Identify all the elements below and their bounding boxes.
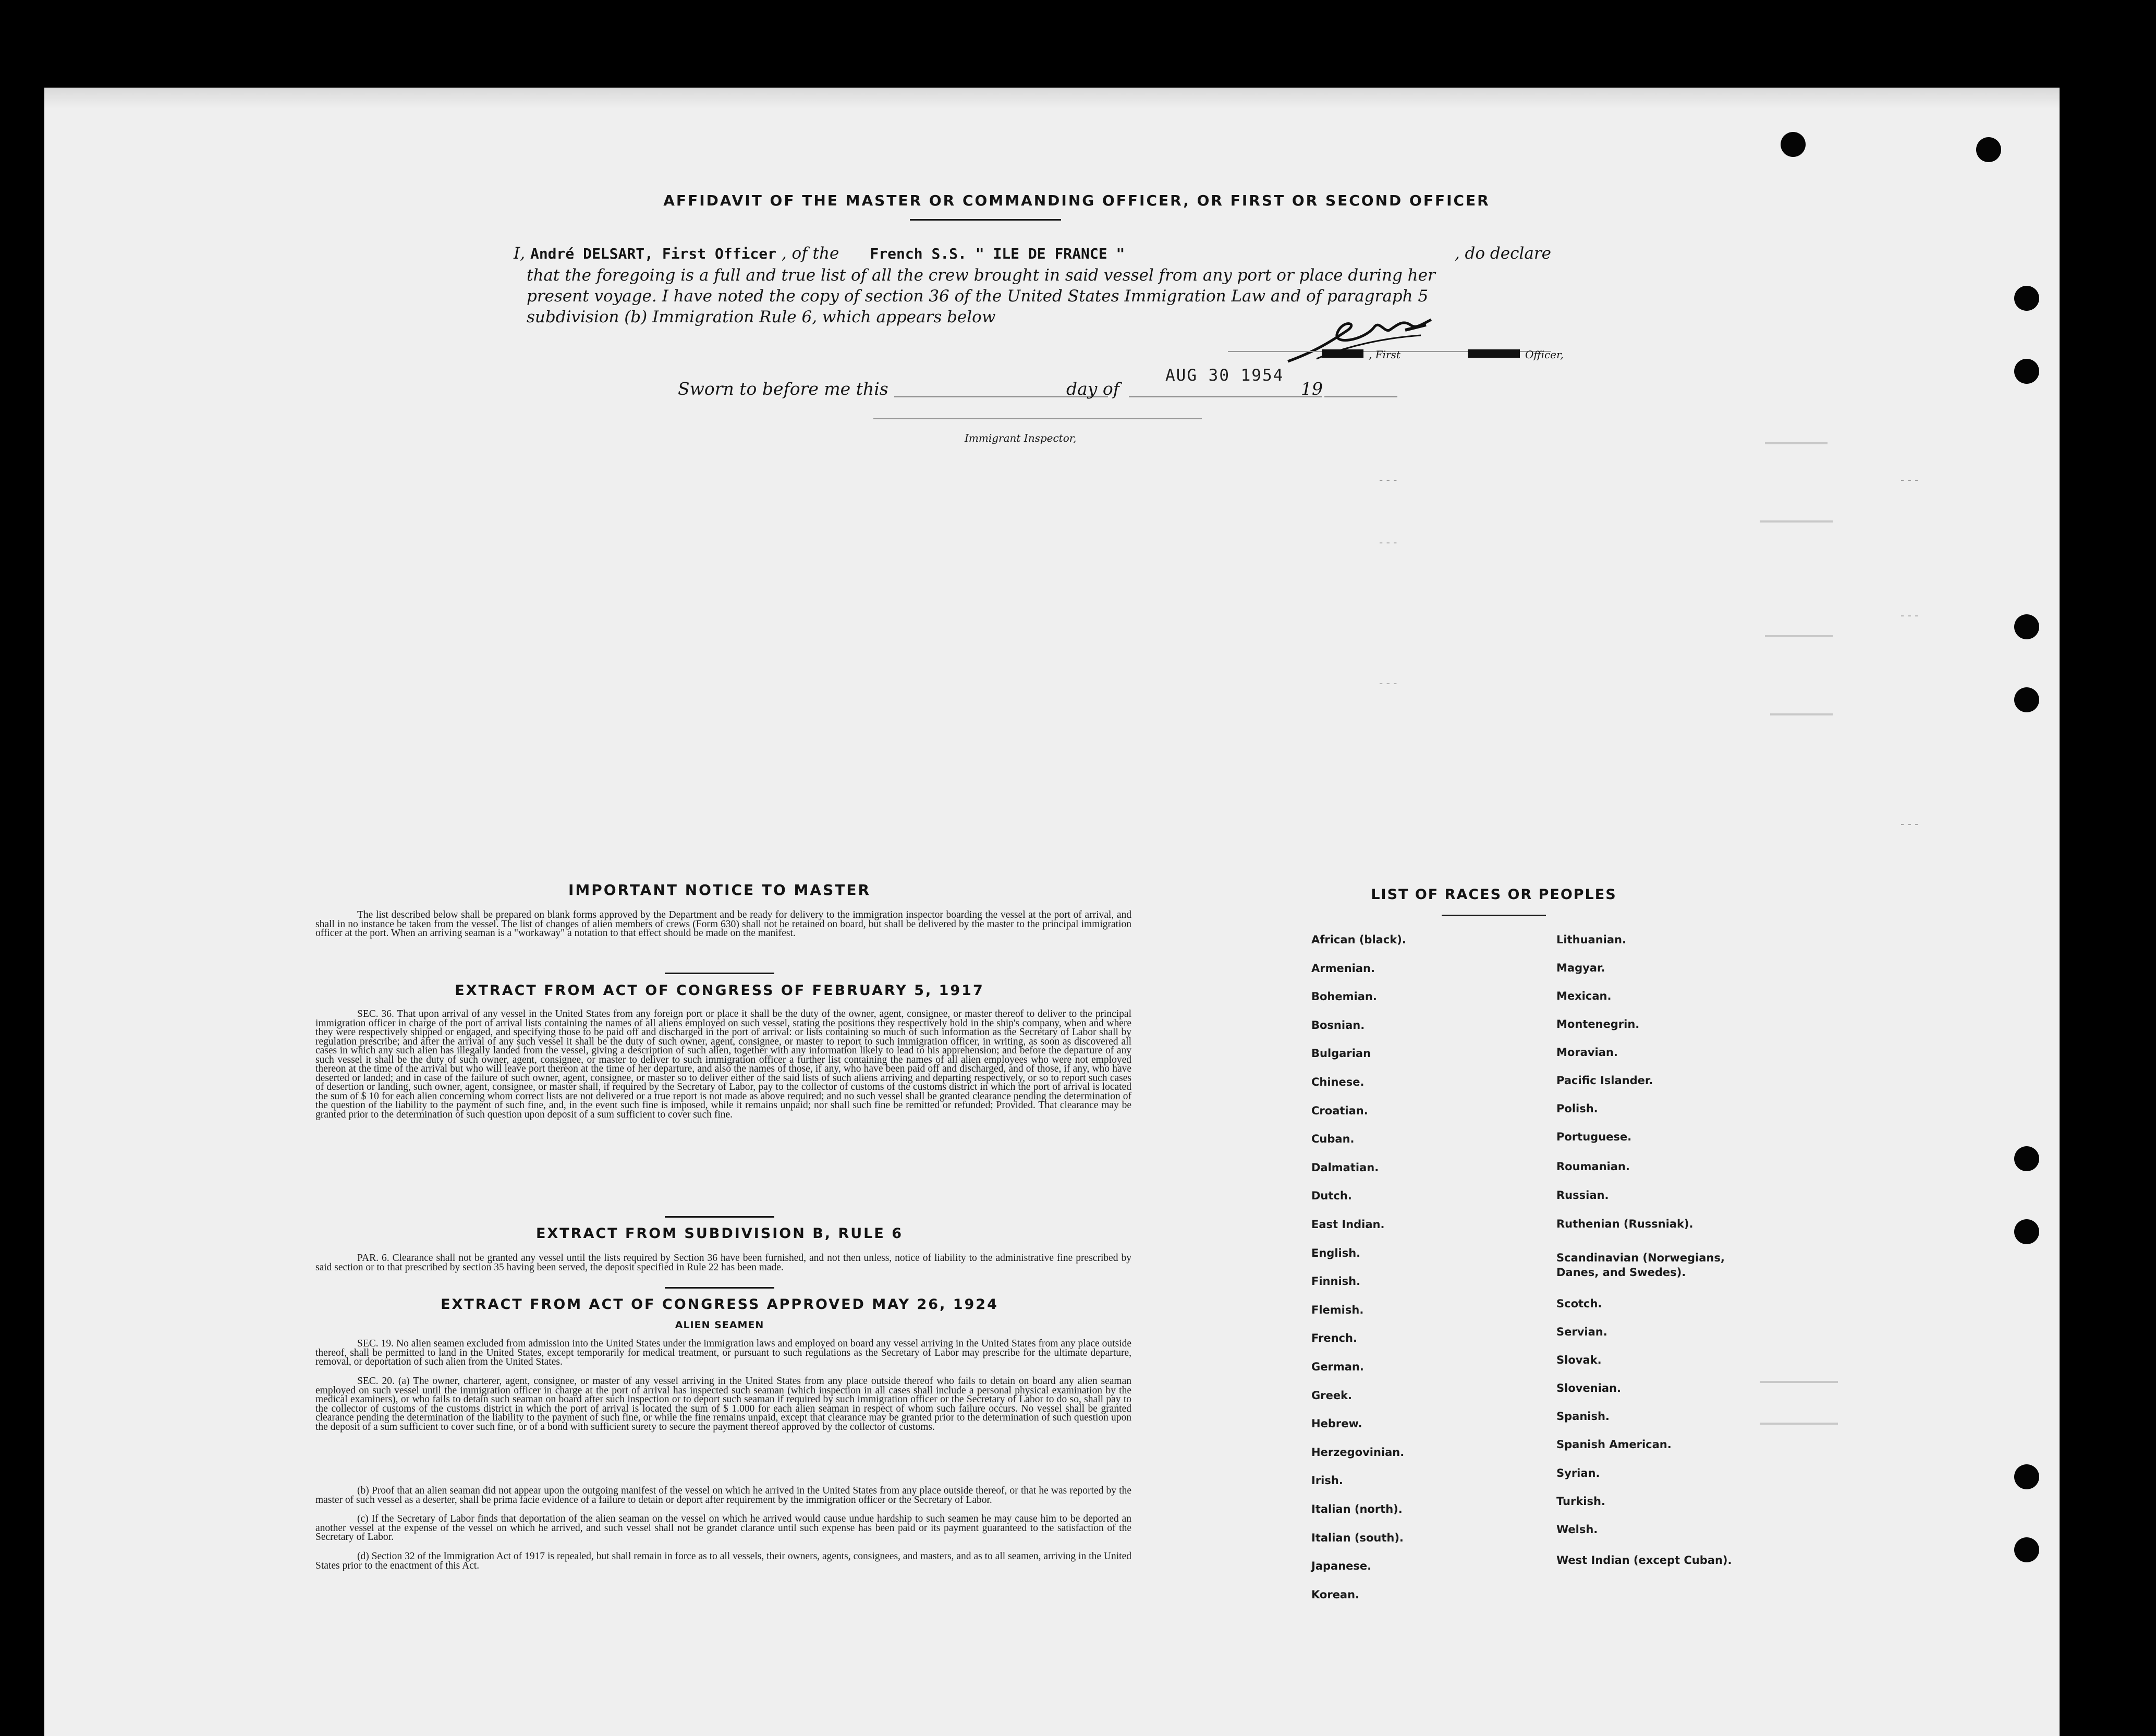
race-item: Slovak. xyxy=(1556,1354,1602,1366)
race-item: Slovenian. xyxy=(1556,1382,1621,1394)
race-item: Italian (north). xyxy=(1311,1503,1403,1515)
race-item: Welsh. xyxy=(1556,1523,1598,1536)
date-stamp: AUG 30 1954 xyxy=(1165,366,1284,385)
bleed-through-mark xyxy=(1760,520,1833,523)
race-item: German. xyxy=(1311,1361,1364,1373)
act-1917-title: EXTRACT FROM ACT OF CONGRESS OF FEBRUARY 5, 1917 xyxy=(455,982,984,999)
bleed-through-mark xyxy=(1765,635,1833,637)
punch-hole xyxy=(1781,132,1806,157)
bleed-through-mark xyxy=(1770,713,1833,715)
punch-hole xyxy=(2014,1219,2039,1244)
title-underline xyxy=(910,219,1061,221)
race-item: Spanish. xyxy=(1556,1410,1610,1423)
races-title-underline xyxy=(1442,915,1546,916)
race-item: French. xyxy=(1311,1332,1357,1345)
bleed-through-mark: - - - xyxy=(1379,536,1397,549)
month-blank-line xyxy=(1129,396,1322,397)
race-item: Scotch. xyxy=(1556,1297,1602,1310)
race-item: Bosnian. xyxy=(1311,1018,1365,1031)
punch-hole xyxy=(2014,614,2039,639)
race-item: Bohemian. xyxy=(1311,990,1377,1003)
act-1917-text: SEC. 36. That upon arrival of any vessel in the United States from any foreign port or place it shall be the duty of the owner, agent, consignee, or master thereof to deliver to the principal immigration officer in charge of the port of arrival lists containing the names of all aliens employed on such vessel, stating the positions they respectively hold in the ship's company, when and where they were respectively shipped or engaged, and specifying those to be paid off and discharged in the port of arrival: or lists containing so much of such information as the Secretary of Labor shall by regulation prescribe; and after the arrival of any such vessel it shall be the duty of such owner, agent, consignee, or master to report to such immigration officer, in writing, as soon as discovered all cases in which any such alien has illegally landed from the vessel, giving a description of such alien, together with any information likely to lead to his apprehension; and before the departure of any such vessel it shall be the duty of such owner, agent, consignee, or master to deliver to such immigration officer a further list containing the names of all alien employees who were not employed thereon at the time of the arrival but who will leave port thereon at the time of her departure, and also the names of those, if any, who have been paid off and discharged, and of those, if any, who have deserted or landed; and in case of the failure of such owner, agent, consignee, or master so to deliver either of the said lists of such aliens arriving and departing respectively, or so to report such cases of desertion or landing, such owner, agent, consignee, or master shall, if required by the Secretary of Labor, pay to the collector of customs of the customs district in which the port of arrival is located the sum of $ 10 for each alien concerning whom correct lists are not delivered or a true report is not made as above required; and no such vessel shall be granted clearance pending the determination of the question of the liability to the payment of such fine, and, in the event such fine is imposed, while it remains unpaid; nor shall such fine be remitted or refunded; Provided. That clearance may be granted prior to the determination of such question upon deposit of a sum sufficient to cover such fine. xyxy=(315,1009,1131,1120)
race-item: Portuguese. xyxy=(1556,1131,1632,1143)
day-of-label: day of xyxy=(1066,379,1120,399)
declaration-connector: , of the xyxy=(781,244,839,263)
race-item: Italian (south). xyxy=(1311,1531,1404,1544)
affidavit-title: AFFIDAVIT OF THE MASTER OR COMMANDING OFFICER, OR FIRST OR SECOND OFFICER xyxy=(663,192,1490,209)
section-divider xyxy=(665,1287,774,1289)
race-item: Dalmatian. xyxy=(1311,1161,1379,1174)
sec-20d-text: (d) Section 32 of the Immigration Act of 1917 is repealed, but shall remain in force as to all vessels, their owners, agents, consignees, and masters, and as to all seamen, arriving in the United States prior to the enactment of this Act. xyxy=(315,1551,1131,1571)
year-blank-line xyxy=(1324,396,1397,397)
race-item: Russian. xyxy=(1556,1189,1609,1201)
notice-text: The list described below shall be prepared on blank forms approved by the Department and be ready for delivery to the immigration inspector boarding the vessel at the port of arrival, and shall in no instance be taken from the vessel. The list of changes of alien members of crews (Form 630) shall not be retained on board, but shall be delivered by the master to the principal immigration officer at the port. When an arriving seaman is a "workaway" a notation to that effect should be made on the manifest. xyxy=(315,909,1131,939)
race-item: Bulgarian xyxy=(1311,1047,1371,1060)
race-item: Magyar. xyxy=(1556,962,1605,974)
race-item: West Indian (except Cuban). xyxy=(1556,1554,1732,1567)
redaction-bar xyxy=(1322,349,1363,358)
race-item: Greek. xyxy=(1311,1389,1353,1402)
rule-6-title: EXTRACT FROM SUBDIVISION B, RULE 6 xyxy=(535,1225,904,1242)
signature-caption xyxy=(1369,348,1400,361)
bleed-through-mark xyxy=(1760,1423,1838,1425)
sec-20a-text: SEC. 20. (a) The owner, charterer, agent, consignee, or master of any vessel arriving in the United States from any place outside thereof who fails to detain on board any alien seaman employed on such vessel until the immigration officer in charge at the port of arrival has inspected such seaman (which inspection in all cases shall include a personal physical examination by the medical examiners), or who fails to detain such seaman on board after such inspection or to deport such seaman if required by such immigration officer or the Secretary of Labor to do so, shall pay to the collector of customs of the customs district in which the port of arrival is located the sum of $ 1.000 for each alien seaman in respect of whom such failure occurs. No vessel shall be granted clearance pending the determination of the liability to the payment of such fine, or while the fine remains unpaid, except that clearance may be granted prior to the determination of such question upon the deposit of a sum sufficient to cover such fine, or of a bond with sufficient surety to secure the payment thereof approved by the collector of customs. xyxy=(315,1376,1131,1432)
punch-hole xyxy=(2014,687,2039,712)
vessel-name: French S.S. " ILE DE FRANCE " xyxy=(870,245,1125,262)
sworn-text: Sworn to before me this xyxy=(678,379,888,399)
race-item: Turkish. xyxy=(1556,1495,1605,1508)
inspector-signature-line xyxy=(873,418,1202,419)
rule-6-text: PAR. 6. Clearance shall not be granted any vessel until the lists required by Section 36 have been furnished, and not then unless, notice of liability to the administrative fine prescribed by said section or to that prescribed by section 35 having been served, the deposit specified in Rule 22 has been made. xyxy=(315,1253,1131,1273)
affidavit-line-3: present voyage. I have noted the copy of section 36 of the United States Immigration Law and of paragraph 5 xyxy=(527,287,1429,306)
bleed-through-mark xyxy=(1765,442,1828,444)
race-item: East Indian. xyxy=(1311,1218,1385,1231)
race-item: Croatian. xyxy=(1311,1104,1368,1117)
redaction-bar xyxy=(1468,349,1520,358)
bleed-through-mark: - - - xyxy=(1379,677,1397,689)
bleed-through-mark: - - - xyxy=(1379,474,1397,486)
race-item: Pacific Islander. xyxy=(1556,1074,1653,1087)
signature-caption-start: , First xyxy=(1369,348,1400,361)
act-1924-title: EXTRACT FROM ACT OF CONGRESS APPROVED MAY 26, 1924 xyxy=(441,1296,998,1313)
race-item: Scandinavian (Norwegians, Danes, and Swedes). xyxy=(1556,1252,1725,1279)
race-item: Servian. xyxy=(1556,1326,1607,1338)
punch-hole xyxy=(1976,137,2001,162)
race-item: Mexican. xyxy=(1556,990,1612,1002)
affidavit-line-2: that the foregoing is a full and true list of all the crew brought in said vessel from any port or place during her xyxy=(527,266,1435,285)
section-divider xyxy=(665,973,774,974)
declaration-suffix: , do declare xyxy=(1454,244,1551,263)
punch-hole xyxy=(2014,286,2039,311)
race-item: Hebrew. xyxy=(1311,1417,1362,1430)
race-item: Finnish. xyxy=(1311,1275,1361,1288)
punch-hole xyxy=(2014,359,2039,384)
race-item: Spanish American. xyxy=(1556,1438,1672,1451)
sec-20c-text: (c) If the Secretary of Labor finds that deportation of the alien seaman on the vessel on which he arrived would cause undue hardship to such seamen he may cause him to be deported an another vessel at the expense of the vessel on which he arrived, and such vessel shall not be grandet clarance until such expense has been paid or its payment guaranteed to the satisfaction of the Secretary of Labor. xyxy=(315,1513,1131,1543)
affidavit-declaration-line xyxy=(514,244,1551,263)
race-item: Polish. xyxy=(1556,1102,1598,1115)
alien-seamen-subtitle: ALIEN SEAMEN xyxy=(675,1319,764,1331)
sec-19-text: SEC. 19. No alien seamen excluded from admission into the United States under the immigration laws and employed on board any vessel arriving in the United States from any place outside thereof, shall be permitted to land in the United States, except temporarily for medical treatment, or pursuant to such regulations as the Secretary of Labor may prescribe for the ultimate departure, removal, or deportation of such alien from the United States. xyxy=(315,1338,1131,1367)
punch-hole xyxy=(2014,1537,2039,1562)
notice-title: IMPORTANT NOTICE TO MASTER xyxy=(568,881,871,899)
affidavit-line-4: subdivision (b) Immigration Rule 6, which appears below xyxy=(527,308,996,326)
race-item: Flemish. xyxy=(1311,1303,1364,1316)
race-item: Moravian. xyxy=(1556,1046,1618,1059)
section-divider xyxy=(665,1216,774,1218)
document-page xyxy=(44,88,2060,1736)
race-item: Herzegovinian. xyxy=(1311,1446,1405,1459)
declaration-prefix: I, xyxy=(514,244,526,263)
punch-hole xyxy=(2014,1146,2039,1171)
race-item: Irish. xyxy=(1311,1474,1343,1487)
bleed-through-mark: - - - xyxy=(1901,818,1919,830)
race-item: Armenian. xyxy=(1311,962,1375,975)
race-item: Chinese. xyxy=(1311,1076,1365,1088)
bleed-through-mark xyxy=(1760,1381,1838,1383)
race-item: English. xyxy=(1311,1246,1361,1259)
year-label: 19 xyxy=(1301,379,1323,399)
race-item: Lithuanian. xyxy=(1556,933,1626,946)
race-item: Syrian. xyxy=(1556,1467,1600,1479)
race-item: Japanese. xyxy=(1311,1560,1372,1573)
punch-hole xyxy=(2014,1464,2039,1489)
race-item: African (black). xyxy=(1311,933,1406,946)
sec-20b-text: (b) Proof that an alien seaman did not appear upon the outgoing manifest of the vessel on which he arrived in the United States from any place outside thereof, or that he was reported by the master of such vessel as a deserter, shall be prima facie evidence of a failure to detain or deport after requirement by the immigration officer or the Secretary of Labor. xyxy=(315,1485,1131,1506)
races-title: LIST OF RACES OR PEOPLES xyxy=(1371,887,1617,903)
race-item: Korean. xyxy=(1311,1588,1360,1601)
handwritten-signature xyxy=(1285,309,1442,367)
race-item: Dutch. xyxy=(1311,1189,1352,1203)
declarant-name: André DELSART, First Officer xyxy=(530,245,776,262)
race-item: Ruthenian (Russniak). xyxy=(1556,1218,1694,1230)
bleed-through-mark: - - - xyxy=(1901,474,1919,486)
race-item: Roumanian. xyxy=(1556,1160,1630,1173)
race-item: Cuban. xyxy=(1311,1133,1355,1146)
race-item: Montenegrin. xyxy=(1556,1018,1640,1030)
bleed-through-mark: - - - xyxy=(1901,609,1919,622)
inspector-label: Immigrant Inspector, xyxy=(965,432,1077,444)
signature-caption-end: Officer, xyxy=(1525,348,1564,361)
